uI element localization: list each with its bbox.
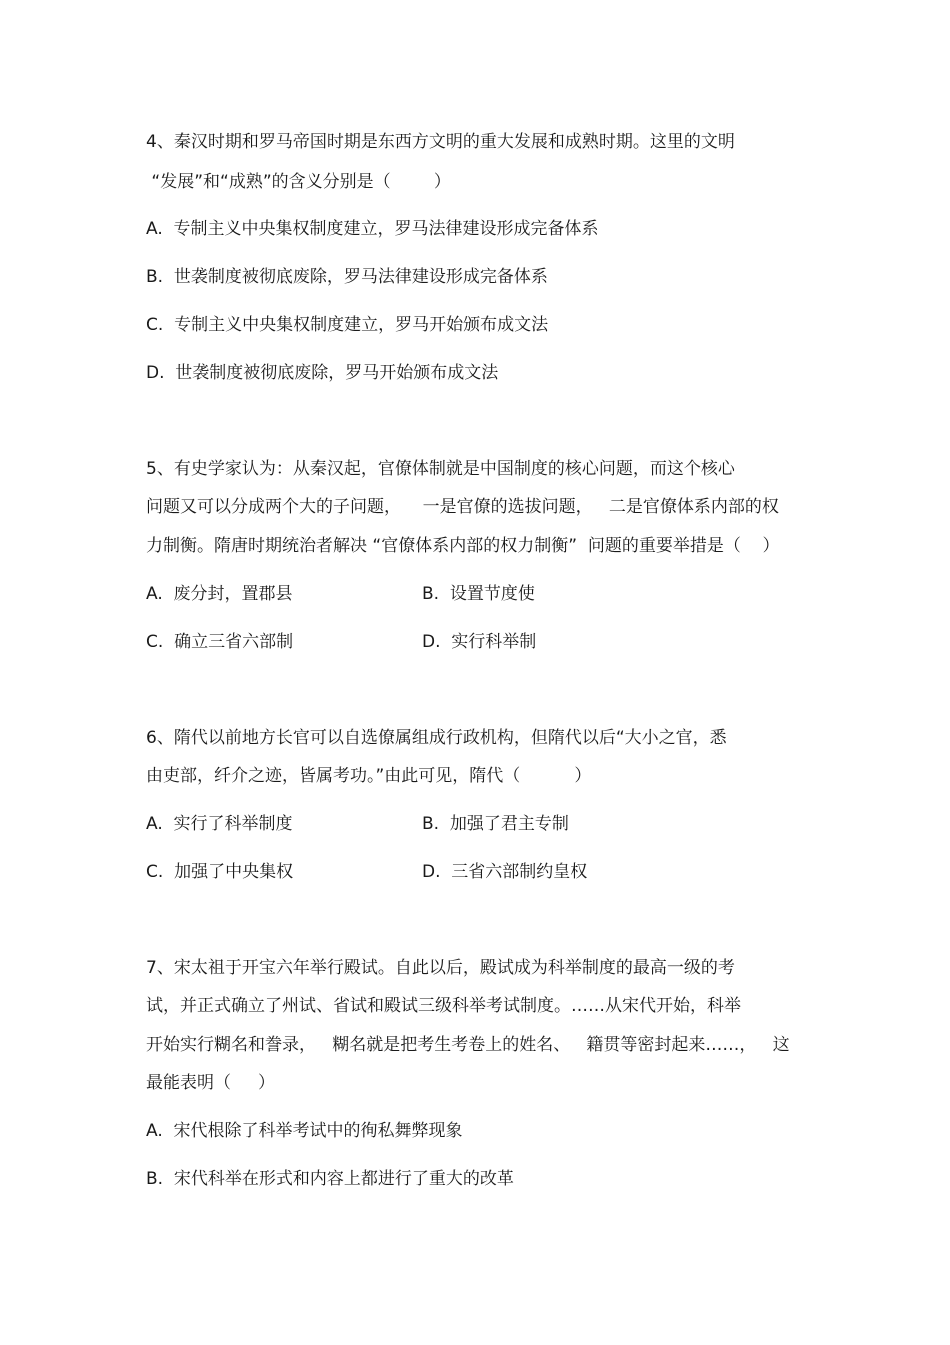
question-5-stem-line-1: 5、有史学家认为：从秦汉起，官僚体制就是中国制度的核心问题，而这个核心 [146,459,735,479]
question-4-option-d: D. 世袭制度被彻底废除，罗马开始颁布成文法 [146,363,499,383]
question-6-stem-line-2: 由吏部，纤介之迹，皆属考功。”由此可见，隋代（ ） [146,766,592,786]
question-5-option-a: A. 废分封，置郡县 [146,584,293,604]
question-4-stem-line-2: “发展”和“成熟”的含义分别是（ ） [146,172,451,192]
question-7-option-a: A. 宋代根除了科举考试中的徇私舞弊现象 [146,1121,463,1141]
question-7-stem-line-4: 最能表明（ ） [146,1073,276,1093]
question-5-option-b: B. 设置节度使 [422,584,535,604]
question-7-stem-line-2: 试，并正式确立了州试、省试和殿试三级科举考试制度。……从宋代开始，科举 [146,996,741,1016]
question-5-option-d: D. 实行科举制 [422,632,537,652]
question-6-option-d: D. 三省六部制约皇权 [422,862,588,882]
question-4-option-b: B. 世袭制度被彻底废除，罗马法律建设形成完备体系 [146,267,548,287]
question-5-stem-line-3: 力制衡。隋唐时期统治者解决 “官僚体系内部的权力制衡” 问题的重要举措是（ ） [146,536,780,556]
question-6-option-a: A. 实行了科举制度 [146,814,293,834]
question-7-stem-line-3: 开始实行糊名和誊录， 糊名就是把考生考卷上的姓名、 籍贯等密封起来……， 这 [146,1035,790,1055]
question-6-option-c: C. 加强了中央集权 [146,862,294,882]
question-5-option-c: C. 确立三省六部制 [146,632,294,652]
question-7-stem-line-1: 7、宋太祖于开宝六年举行殿试。自此以后，殿试成为科举制度的最高一级的考 [146,958,735,978]
question-4-stem-line-1: 4、秦汉时期和罗马帝国时期是东西方文明的重大发展和成熟时期。这里的文明 [146,132,735,152]
question-6-option-b: B. 加强了君主专制 [422,814,569,834]
question-4-option-c: C. 专制主义中央集权制度建立，罗马开始颁布成文法 [146,315,549,335]
question-5-stem-line-2: 问题又可以分成两个大的子问题， 一是官僚的选拔问题， 二是官僚体系内部的权 [146,497,779,517]
question-7-option-b: B. 宋代科举在形式和内容上都进行了重大的改革 [146,1169,514,1189]
question-4-option-a: A. 专制主义中央集权制度建立，罗马法律建设形成完备体系 [146,219,599,239]
question-6-stem-line-1: 6、隋代以前地方长官可以自选僚属组成行政机构，但隋代以后“大小之官，悉 [146,728,727,748]
